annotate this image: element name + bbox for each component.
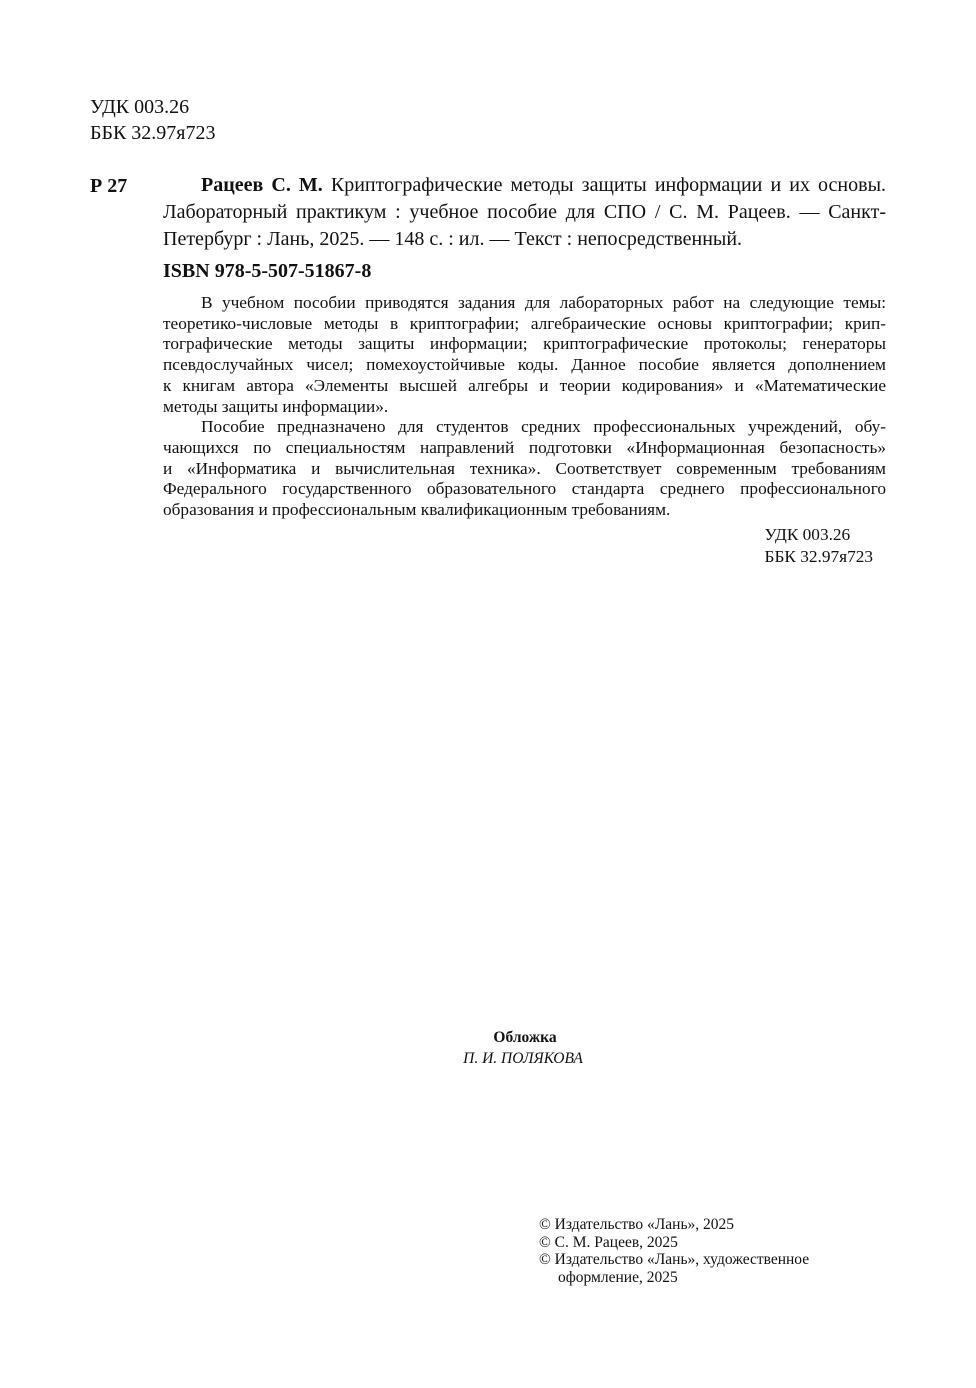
- copyright-line: © Издательство «Лань», художественное: [539, 1251, 810, 1268]
- isbn: ISBN 978-5-507-51867-8: [163, 260, 372, 282]
- biblio-line-3: Петербург : Лань, 2025. — 148 с. : ил. — Текст : непосредственный.: [163, 228, 743, 250]
- author-name: Рацеев С. М.: [201, 174, 323, 196]
- annotation-line: чающихся по специальностям направлений подготовки «Информационная безопасность»: [163, 437, 886, 457]
- bbk-code: ББК 32.97я723: [90, 122, 216, 144]
- annotation: [163, 293, 886, 521]
- biblio-line-1: [163, 172, 886, 199]
- annotation-line: к книгам автора «Элементы высшей алгебры и теории кодирования» и «Математические: [163, 375, 886, 395]
- udk-bbk-header: [90, 94, 216, 146]
- title-part-1: Криптографические методы защиты информации и их основы.: [330, 174, 887, 196]
- annotation-line: тографические методы защиты информации; криптографические протоколы; генераторы: [163, 334, 886, 354]
- annotation-line: В учебном пособии приводятся задания для лабораторных работ на следующие темы:: [201, 293, 886, 312]
- annotation-line: образования и профессиональным квалификационным требованиям.: [163, 500, 671, 520]
- copyright-line-continued: оформление, 2025: [558, 1268, 678, 1286]
- cover-credit: [0, 1027, 976, 1069]
- udk-code: УДК 003.26: [90, 96, 190, 118]
- copyright-line: © С. М. Рацеев, 2025: [539, 1233, 678, 1251]
- annotation-line: Федерального государственного образовательного стандарта среднего профессионального: [163, 479, 886, 499]
- bibliographic-record: [163, 172, 886, 253]
- udk-bbk-footer: [765, 524, 873, 568]
- cover-label: Обложка: [493, 1029, 557, 1046]
- annotation-line: методы защиты информации».: [163, 396, 389, 416]
- udk-code-right: УДК 003.26: [764, 525, 851, 544]
- copyright-line: © Издательство «Лань», 2025: [539, 1216, 735, 1233]
- annotation-paragraph-1: [163, 293, 886, 417]
- annotation-line: Пособие предназначено для студентов средних профессиональных учреждений, обу-: [201, 417, 886, 437]
- bbk-code-right: ББК 32.97я723: [764, 547, 873, 566]
- annotation-line: и «Информатика и вычислительная техника». Соответствует современным требованиям: [163, 458, 886, 478]
- cover-designer: П. И. ПОЛЯКОВА: [463, 1050, 583, 1067]
- annotation-line: теоретико-числовые методы в криптографии; алгебраические основы криптографии; крип-: [163, 313, 886, 333]
- annotation-paragraph-2: [163, 417, 886, 521]
- copyright-block: [539, 1216, 809, 1286]
- author-mark: Р 27: [90, 175, 128, 197]
- annotation-line: псевдослучайных чисел; помехоустойчивые коды. Данное пособие является дополнением: [163, 355, 886, 375]
- biblio-line-2: Лабораторный практикум : учебное пособие для СПО / С. М. Рацеев. — Санкт-: [163, 201, 886, 223]
